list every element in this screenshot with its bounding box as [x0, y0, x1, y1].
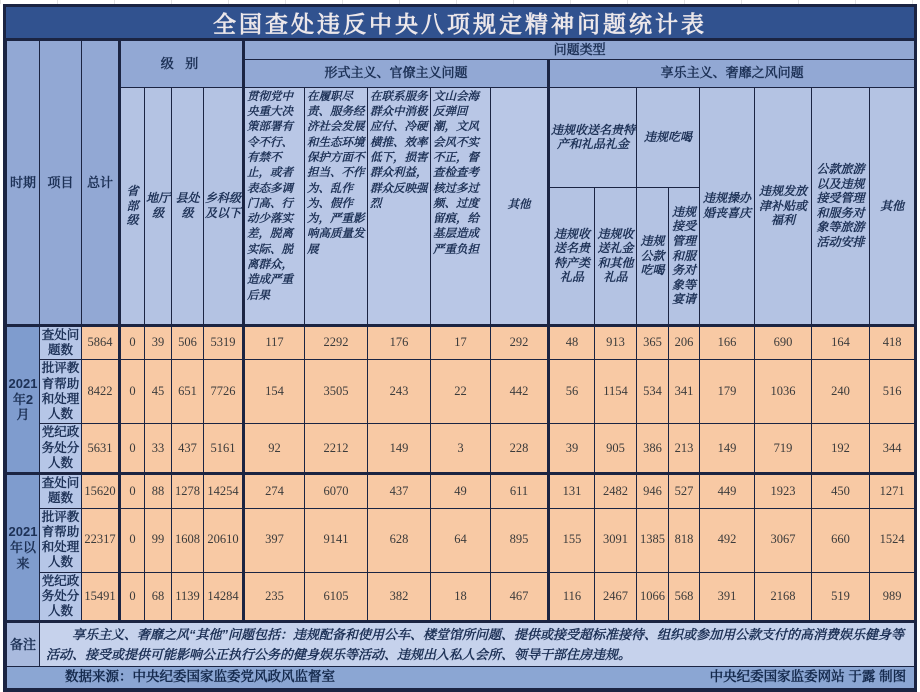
data-cell: 5631 — [82, 424, 120, 474]
data-cell: 116 — [549, 572, 595, 622]
data-cell: 154 — [244, 360, 305, 424]
data-cell: 1385 — [637, 508, 669, 572]
data-cell: 397 — [244, 508, 305, 572]
row-label-cell: 批评教育帮助和处理人数 — [40, 508, 82, 572]
header-meal-sub-public-funds: 违规公款吃喝 — [637, 187, 669, 325]
header-hedonism-col-travel: 公款旅游以及违规接受管理和服务对象等旅游活动安排 — [812, 87, 870, 325]
data-cell: 15620 — [82, 474, 120, 509]
data-cell: 64 — [431, 508, 491, 572]
statistics-table — [6, 40, 915, 689]
data-cell: 527 — [669, 474, 700, 509]
data-cell: 628 — [368, 508, 431, 572]
title-bar — [6, 7, 914, 40]
data-cell: 14284 — [204, 572, 244, 622]
data-cell: 22317 — [82, 508, 120, 572]
header-level-province: 省部级 — [120, 87, 145, 325]
period-cell: 2021年以来 — [7, 474, 40, 622]
data-cell: 5161 — [204, 424, 244, 474]
header-formalism-col-other: 其他 — [491, 87, 549, 325]
data-cell: 240 — [812, 360, 870, 424]
row-label-cell: 党纪政务处分人数 — [40, 424, 82, 474]
data-cell: 418 — [870, 325, 915, 360]
data-cell: 206 — [669, 325, 700, 360]
credit-text: 中央纪委国家监委网站 于露 制图 — [709, 669, 907, 685]
data-cell: 516 — [870, 360, 915, 424]
data-cell: 913 — [595, 325, 637, 360]
data-cell: 3091 — [595, 508, 637, 572]
statistics-table-frame — [3, 4, 917, 692]
data-cell: 292 — [491, 325, 549, 360]
data-cell: 3505 — [305, 360, 368, 424]
header-hedonism-group: 享乐主义、奢靡之风问题 — [549, 59, 915, 87]
data-cell: 56 — [549, 360, 595, 424]
header-level-county: 县处级 — [172, 87, 204, 325]
data-cell: 2467 — [595, 572, 637, 622]
data-cell: 442 — [491, 360, 549, 424]
header-hedonism-col-weddings: 违规操办婚丧喜庆 — [700, 87, 755, 325]
data-cell: 1154 — [595, 360, 637, 424]
table-row — [7, 474, 915, 509]
data-cell: 391 — [700, 572, 755, 622]
header-formalism-col-meetings: 文山会海反弹回潮，文风会风不实不正，督查检查考核过多过频、过度留痕，给基层造成严重负担 — [431, 87, 491, 325]
data-cell: 149 — [700, 424, 755, 474]
source-row — [7, 667, 914, 687]
data-cell: 213 — [669, 424, 700, 474]
data-cell: 989 — [870, 572, 915, 622]
data-cell: 48 — [549, 325, 595, 360]
data-cell: 49 — [431, 474, 491, 509]
data-cell: 39 — [145, 325, 172, 360]
data-cell: 117 — [244, 325, 305, 360]
header-gift-sub-cash: 违规收送礼金和其他礼品 — [595, 187, 637, 325]
data-cell: 6105 — [305, 572, 368, 622]
data-cell: 1066 — [637, 572, 669, 622]
data-cell: 818 — [669, 508, 700, 572]
data-cell: 228 — [491, 424, 549, 474]
data-cell: 179 — [700, 360, 755, 424]
data-cell: 5864 — [82, 325, 120, 360]
header-hedonism-col-allowances: 违规发放津补贴或福利 — [755, 87, 812, 325]
data-cell: 3067 — [755, 508, 812, 572]
data-cell: 5319 — [204, 325, 244, 360]
data-cell: 341 — [669, 360, 700, 424]
header-formalism-col-duty: 在履职尽责、服务经济社会发展和生态环境保护方面不担当、不作为、乱作为、假作为，严重影响高质量发展 — [305, 87, 368, 325]
header-problem-type-group: 问题类型 — [244, 41, 915, 60]
data-cell: 0 — [120, 474, 145, 509]
data-cell: 17 — [431, 325, 491, 360]
table-row — [7, 508, 915, 572]
data-cell: 88 — [145, 474, 172, 509]
data-cell: 690 — [755, 325, 812, 360]
data-cell: 437 — [368, 474, 431, 509]
data-cell: 1278 — [172, 474, 204, 509]
row-label-cell: 查处问题数 — [40, 325, 82, 360]
data-cell: 0 — [120, 325, 145, 360]
header-formalism-col-masses: 在联系服务群众中消极应付、冷硬横推、效率低下，损害群众利益，群众反映强烈 — [368, 87, 431, 325]
data-cell: 22 — [431, 360, 491, 424]
data-cell: 155 — [549, 508, 595, 572]
data-cell: 449 — [700, 474, 755, 509]
data-cell: 0 — [120, 424, 145, 474]
data-source-text: 数据来源：中央纪委国家监委党风政风监督室 — [65, 669, 335, 685]
data-cell: 15491 — [82, 572, 120, 622]
data-cell: 131 — [549, 474, 595, 509]
row-label-cell: 查处问题数 — [40, 474, 82, 509]
period-cell: 2021年2月 — [7, 325, 40, 473]
data-cell: 719 — [755, 424, 812, 474]
data-cell: 1608 — [172, 508, 204, 572]
data-cell: 0 — [120, 508, 145, 572]
data-cell: 92 — [244, 424, 305, 474]
data-cell: 243 — [368, 360, 431, 424]
table-row — [7, 360, 915, 424]
data-cell: 344 — [870, 424, 915, 474]
header-formalism-col-policy: 贯彻党中央重大决策部署有令不行、有禁不止，或者表态多调门高、行动少落实差，脱离实际、脱离群众，造成严重后果 — [244, 87, 305, 325]
data-cell: 39 — [549, 424, 595, 474]
data-cell: 534 — [637, 360, 669, 424]
data-cell: 0 — [120, 572, 145, 622]
data-cell: 7726 — [204, 360, 244, 424]
row-label-cell: 批评教育帮助和处理人数 — [40, 360, 82, 424]
data-cell: 1271 — [870, 474, 915, 509]
data-cell: 2292 — [305, 325, 368, 360]
data-cell: 18 — [431, 572, 491, 622]
data-cell: 2168 — [755, 572, 812, 622]
header-level-group: 级 别 — [120, 41, 244, 88]
data-cell: 467 — [491, 572, 549, 622]
table-row — [7, 424, 915, 474]
header-level-prefecture: 地厅级 — [145, 87, 172, 325]
header-gift-group: 违规收送名贵特产和礼品礼金 — [549, 87, 637, 187]
data-cell: 68 — [145, 572, 172, 622]
data-cell: 176 — [368, 325, 431, 360]
data-cell: 20610 — [204, 508, 244, 572]
data-cell: 166 — [700, 325, 755, 360]
data-cell: 895 — [491, 508, 549, 572]
data-cell: 235 — [244, 572, 305, 622]
data-cell: 651 — [172, 360, 204, 424]
source-row-cell — [7, 667, 915, 688]
data-cell: 149 — [368, 424, 431, 474]
data-cell: 1036 — [755, 360, 812, 424]
data-cell: 0 — [120, 360, 145, 424]
data-cell: 3 — [431, 424, 491, 474]
data-cell: 1923 — [755, 474, 812, 509]
header-meal-group: 违规吃喝 — [637, 87, 700, 187]
data-cell: 2482 — [595, 474, 637, 509]
data-cell: 8422 — [82, 360, 120, 424]
data-cell: 274 — [244, 474, 305, 509]
remark-label-cell: 备注 — [7, 622, 40, 667]
data-cell: 45 — [145, 360, 172, 424]
table-row — [7, 572, 915, 622]
header-formalism-group: 形式主义、官僚主义问题 — [244, 59, 549, 87]
data-cell: 382 — [368, 572, 431, 622]
data-cell: 611 — [491, 474, 549, 509]
header-gift-sub-specialty: 违规收送名贵特产类礼品 — [549, 187, 595, 325]
remark-cell: 享乐主义、奢靡之风“其他”问题包括：违规配备和使用公车、楼堂馆所问题、提供或接受超标准接待、组织或参加用公款支付的高消费娱乐健身等活动、接受或提供可能影响公正执行公务的健身娱乐等活动、违规出入私人会所、领导干部住房违规。 — [40, 622, 915, 667]
row-label-cell: 党纪政务处分人数 — [40, 572, 82, 622]
table-row — [7, 325, 915, 360]
data-cell: 519 — [812, 572, 870, 622]
data-cell: 946 — [637, 474, 669, 509]
header-total-label: 总计 — [82, 41, 120, 326]
data-cell: 164 — [812, 325, 870, 360]
header-hedonism-col-other: 其他 — [870, 87, 915, 325]
header-period-label: 时期 — [7, 41, 40, 326]
header-meal-sub-banquets: 违规接受管理和服务对象等宴请 — [669, 187, 700, 325]
data-cell: 99 — [145, 508, 172, 572]
data-cell: 14254 — [204, 474, 244, 509]
header-level-township: 乡科级及以下 — [204, 87, 244, 325]
data-cell: 506 — [172, 325, 204, 360]
data-cell: 2212 — [305, 424, 368, 474]
data-cell: 1139 — [172, 572, 204, 622]
data-cell: 450 — [812, 474, 870, 509]
data-cell: 365 — [637, 325, 669, 360]
data-cell: 905 — [595, 424, 637, 474]
data-cell: 568 — [669, 572, 700, 622]
data-cell: 6070 — [305, 474, 368, 509]
data-cell: 386 — [637, 424, 669, 474]
header-item-label: 项目 — [40, 41, 82, 326]
data-cell: 1524 — [870, 508, 915, 572]
data-cell: 9141 — [305, 508, 368, 572]
data-cell: 437 — [172, 424, 204, 474]
data-cell: 192 — [812, 424, 870, 474]
page-title: 全国查处违反中央八项规定精神问题统计表 — [213, 12, 707, 37]
table-body — [7, 325, 915, 622]
data-cell: 492 — [700, 508, 755, 572]
data-cell: 660 — [812, 508, 870, 572]
data-cell: 33 — [145, 424, 172, 474]
